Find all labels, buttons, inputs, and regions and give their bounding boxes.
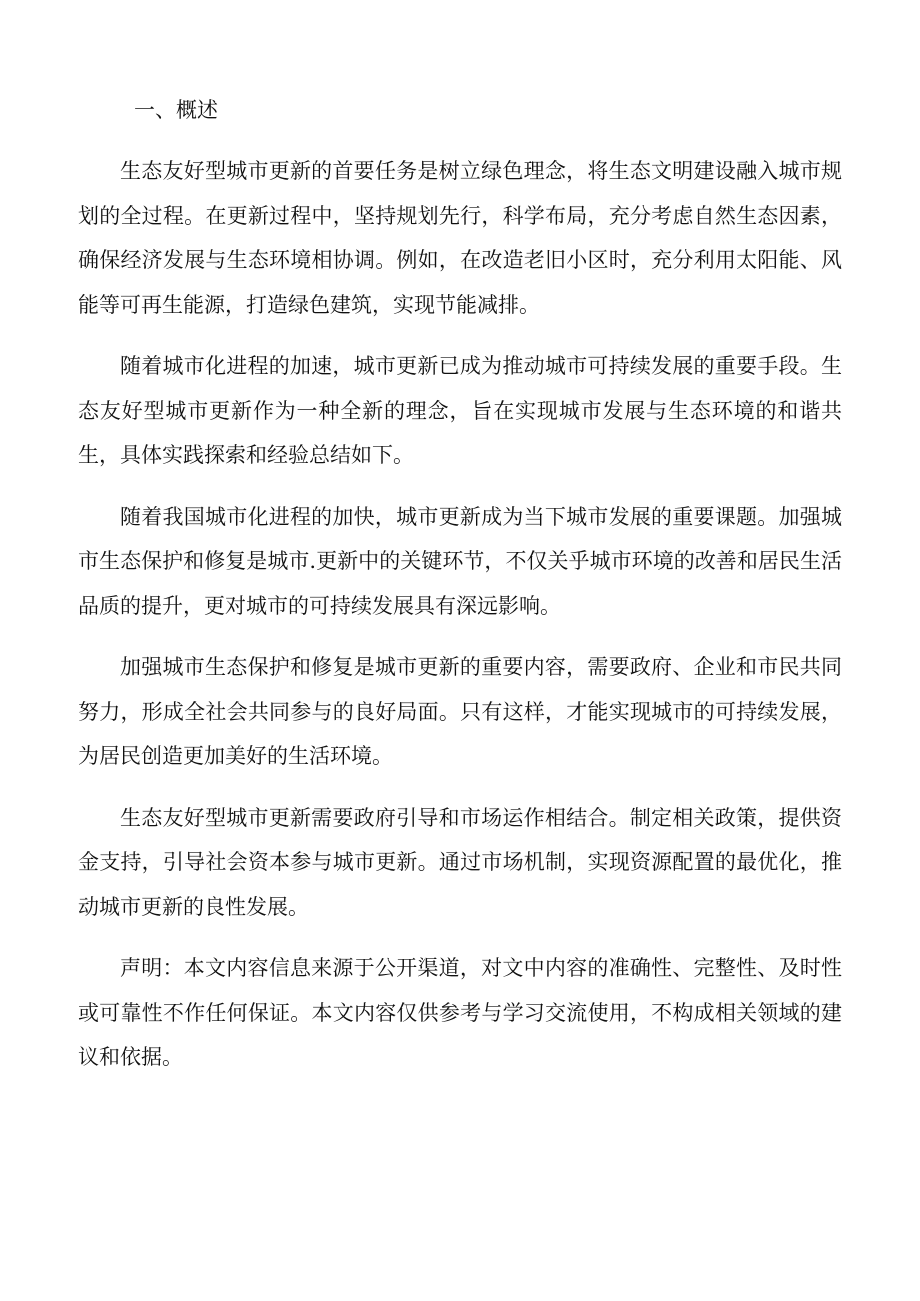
paragraph-4: 加强城市生态保护和修复是城市更新的重要内容，需要政府、企业和市民共同努力，形成全社会共同参与的良好局面。只有这样，才能实现城市的可持续发展，为居民创造更加美好的生活环境。 (78, 655, 842, 768)
paragraph-2: 随着城市化进程的加速，城市更新已成为推动城市可持续发展的重要手段。生态友好型城市更新作为一种全新的理念，旨在实现城市发展与生态环境的和谐共生，具体实践探索和经验总结如下。 (78, 354, 842, 467)
document-body (78, 88, 842, 1097)
paragraph-1: 生态友好型城市更新的首要任务是树立绿色理念，将生态文明建设融入城市规划的全过程。在更新过程中，坚持规划先行，科学布局，充分考虑自然生态因素，确保经济发展与生态环境相协调。例如，在改造老旧小区时，充分利用太阳能、风能等可再生能源，打造绿色建筑，实现节能减排。 (78, 159, 842, 317)
disclaimer-paragraph: 声明：本文内容信息来源于公开渠道，对文中内容的准确性、完整性、及时性或可靠性不作任何保证。本文内容仅供参考与学习交流使用，不构成相关领域的建议和依据。 (78, 956, 842, 1069)
paragraph-3: 随着我国城市化进程的加快，城市更新成为当下城市发展的重要课题。加强城市生态保护和修复是城市.更新中的关键环节，不仅关乎城市环境的改善和居民生活品质的提升，更对城市的可持续发展具有深远影响。 (78, 504, 842, 618)
paragraph-5: 生态友好型城市更新需要政府引导和市场运作相结合。制定相关政策，提供资金支持，引导社会资本参与城市更新。通过市场机制，实现资源配置的最优化，推动城市更新的良性发展。 (78, 805, 842, 919)
section-heading: 一、概述 (134, 98, 218, 122)
